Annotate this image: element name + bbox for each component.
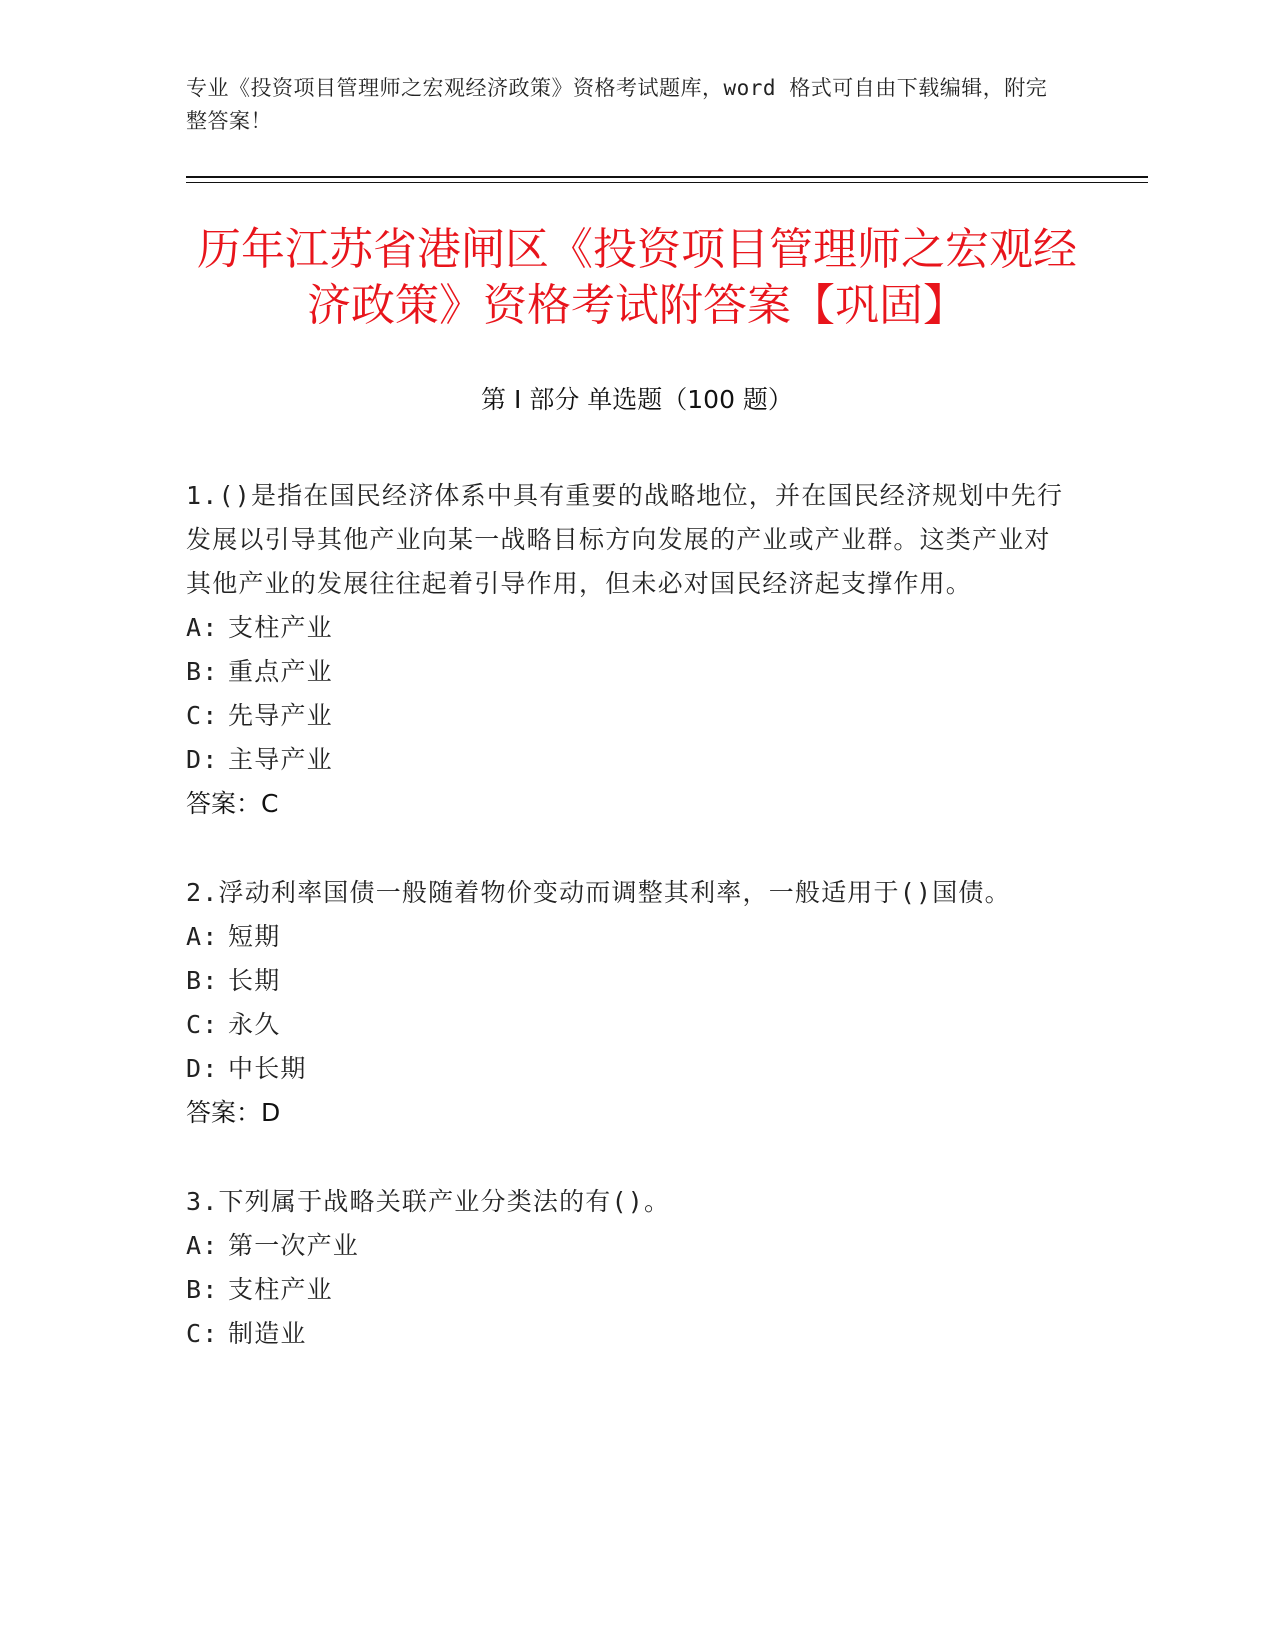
document-title: 历年江苏省港闸区《投资项目管理师之宏观经济政策》资格考试附答案【巩固】 <box>197 224 1077 331</box>
option-text: 重点产业 <box>228 657 333 686</box>
question-3 <box>186 1180 1066 1356</box>
header-divider-thin <box>186 182 1148 183</box>
option-a <box>186 1224 1066 1268</box>
option-a <box>186 915 1066 959</box>
option-letter: B: <box>186 966 219 995</box>
option-letter: A: <box>186 613 219 642</box>
option-text: 先导产业 <box>228 701 333 730</box>
option-text: 长期 <box>228 966 281 995</box>
option-b <box>186 650 1066 694</box>
option-text: 短期 <box>228 922 281 951</box>
option-letter: C: <box>186 1010 219 1039</box>
option-text: 制造业 <box>228 1319 307 1348</box>
option-text: 第一次产业 <box>228 1231 360 1260</box>
option-text: 支柱产业 <box>228 1275 333 1304</box>
section-title: 第 I 部分 单选题（100 题） <box>481 385 793 414</box>
question-2 <box>186 871 1066 1135</box>
option-b <box>186 959 1066 1003</box>
option-b <box>186 1268 1066 1312</box>
option-d <box>186 1047 1066 1091</box>
option-a <box>186 606 1066 650</box>
option-letter: A: <box>186 1231 219 1260</box>
option-letter: C: <box>186 1319 219 1348</box>
question-stem: 3.下列属于战略关联产业分类法的有()。 <box>186 1187 671 1216</box>
option-text: 支柱产业 <box>228 613 333 642</box>
option-text: 主导产业 <box>228 745 333 774</box>
option-letter: D: <box>186 1054 219 1083</box>
option-text: 中长期 <box>228 1054 307 1083</box>
option-c <box>186 694 1066 738</box>
option-c <box>186 1003 1066 1047</box>
option-d <box>186 738 1066 782</box>
option-letter: A: <box>186 922 219 951</box>
answer-label: 答案：C <box>186 789 279 818</box>
question-1 <box>186 474 1066 826</box>
answer-label: 答案：D <box>186 1098 281 1127</box>
header-note: 专业《投资项目管理师之宏观经济政策》资格考试题库，word 格式可自由下载编辑，附完整答案！ <box>186 76 1048 133</box>
option-c <box>186 1312 1066 1356</box>
option-letter: B: <box>186 1275 219 1304</box>
option-letter: D: <box>186 745 219 774</box>
option-text: 永久 <box>228 1010 281 1039</box>
question-stem: 2.浮动利率国债一般随着物价变动而调整其利率，一般适用于()国债。 <box>186 878 1011 907</box>
header-divider-thick <box>186 176 1148 178</box>
option-letter: C: <box>186 701 219 730</box>
question-list <box>186 474 1066 1401</box>
option-letter: B: <box>186 657 219 686</box>
question-stem: 1.()是指在国民经济体系中具有重要的战略地位，并在国民经济规划中先行发展以引导其他产业向某一战略目标方向发展的产业或产业群。这类产业对其他产业的发展往往起着引导作用，但未必对国民经济起支撑作用。 <box>186 481 1064 598</box>
